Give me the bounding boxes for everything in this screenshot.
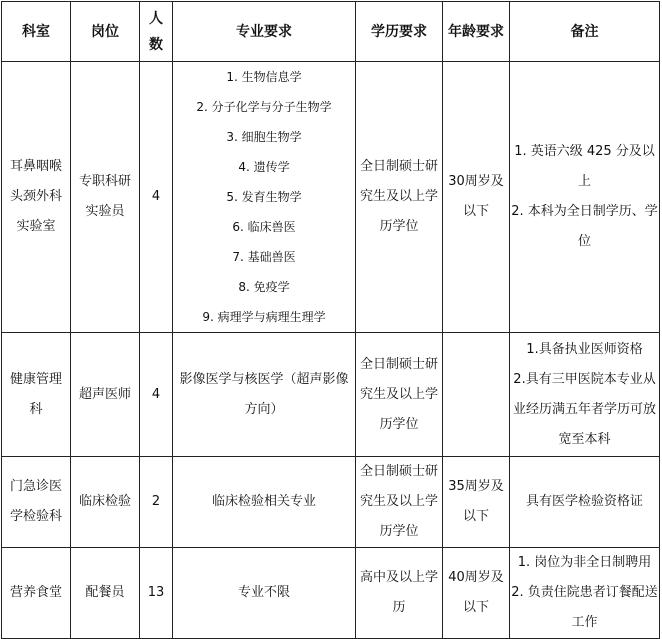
position-cell: 超声医师 [71, 333, 140, 457]
header-position: 岗位 [71, 2, 140, 62]
position-cell: 临床检验 [71, 457, 140, 548]
count-cell: 13 [140, 548, 173, 639]
remarks-cell [510, 62, 660, 333]
table-row [2, 333, 660, 457]
age-cell [443, 333, 510, 457]
count-cell: 4 [140, 62, 173, 333]
header-age: 年龄要求 [443, 2, 510, 62]
major-item: 7. 基础兽医 [232, 250, 296, 264]
remarks-cell: 具有医学检验资格证 [510, 457, 660, 548]
header-education: 学历要求 [356, 2, 443, 62]
header-major: 专业要求 [173, 2, 356, 62]
remark-item: 1. 岗位为非全日制聘用 [517, 555, 652, 570]
education-cell: 高中及以上学历 [356, 548, 443, 639]
table-row [2, 62, 660, 333]
age-cell: 40周岁及以下 [443, 548, 510, 639]
position-cell: 专职科研实验员 [71, 62, 140, 333]
dept-cell: 耳鼻咽喉头颈外科实验室 [2, 62, 71, 333]
remark-item: 1.具备执业医师资格 [526, 341, 643, 357]
remark-item: 2. 负责住院患者订餐配送工作 [511, 585, 658, 630]
table-row [2, 457, 660, 548]
major-item: 8. 免疫学 [238, 280, 290, 294]
major-item: 5. 发育生物学 [226, 190, 302, 204]
major-cell: 专业不限 [173, 548, 356, 639]
major-cell: 影像医学与核医学（超声影像方向） [173, 333, 356, 457]
education-cell: 全日制硕士研究生及以上学历学位 [356, 62, 443, 333]
table-row [2, 548, 660, 639]
count-cell: 4 [140, 333, 173, 457]
remark-item: 1. 英语六级 425 分及以上 [514, 144, 655, 189]
major-cell: 临床检验相关专业 [173, 457, 356, 548]
position-cell: 配餐员 [71, 548, 140, 639]
education-cell: 全日制硕士研究生及以上学历学位 [356, 333, 443, 457]
remark-item: 2.具有三甲医院本专业从业经历满五年者学历可放宽至本科 [512, 371, 656, 447]
major-item: 3. 细胞生物学 [226, 130, 302, 144]
major-item: 4. 遗传学 [238, 160, 290, 174]
count-cell: 2 [140, 457, 173, 548]
major-item: 1. 生物信息学 [226, 70, 302, 84]
dept-cell: 门急诊医学检验科 [2, 457, 71, 548]
header-dept: 科室 [2, 2, 71, 62]
dept-cell: 营养食堂 [2, 548, 71, 639]
remark-item: 2. 本科为全日制学历、学位 [511, 204, 658, 249]
major-cell [173, 62, 356, 333]
header-count: 人数 [140, 2, 173, 62]
major-item: 6. 临床兽医 [232, 220, 296, 234]
remarks-cell [510, 333, 660, 457]
education-cell: 全日制硕士研究生及以上学历学位 [356, 457, 443, 548]
header-remarks: 备注 [510, 2, 660, 62]
major-item: 9. 病理学与病理生理学 [202, 310, 326, 324]
remarks-cell [510, 548, 660, 639]
header-row [2, 2, 660, 62]
dept-cell: 健康管理科 [2, 333, 71, 457]
major-item: 2. 分子化学与分子生物学 [196, 100, 332, 114]
age-cell: 30周岁及以下 [443, 62, 510, 333]
recruitment-table [1, 1, 660, 639]
age-cell: 35周岁及以下 [443, 457, 510, 548]
